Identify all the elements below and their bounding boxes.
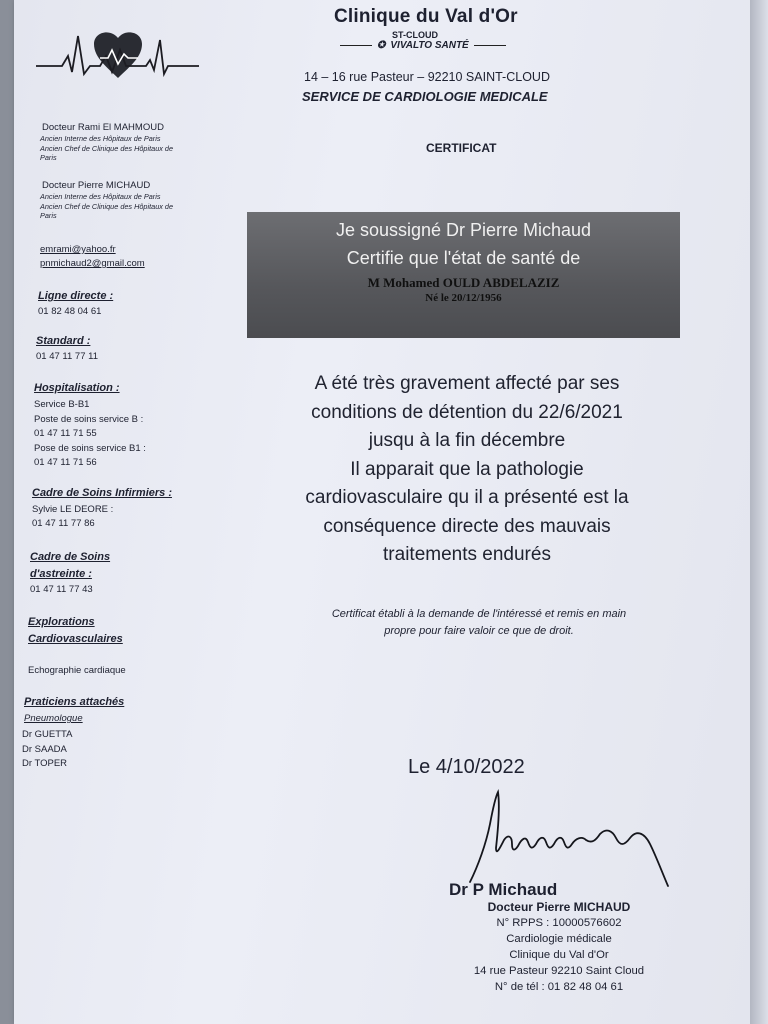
praticiens-label: Praticiens attachés	[24, 696, 125, 708]
document-title: CERTIFICAT	[426, 141, 497, 155]
doctor1-name: Docteur Rami El MAHMOUD	[42, 122, 164, 133]
legal-mention: Certificat établi à la demande de l'intéressé et remis en main propre pour faire valoir ce que de droit.	[331, 608, 627, 637]
heart-ecg-logo	[34, 26, 204, 84]
divider	[474, 45, 506, 46]
explorations-value: Echographie cardiaque	[28, 665, 126, 676]
clinic-city: ST-CLOUD	[392, 30, 438, 40]
praticiens-names: Dr GUETTA Dr SAADA Dr TOPER	[22, 729, 73, 769]
hospitalisation-label: Hospitalisation :	[34, 382, 120, 394]
stamp-name: Docteur Pierre MICHAUD	[487, 900, 631, 914]
cadre-astreinte-label: Cadre de Soins d'astreinte :	[30, 551, 111, 580]
cadre-soins-label: Cadre de Soins Infirmiers :	[32, 487, 172, 499]
patient-banner	[247, 212, 680, 338]
hospitalisation-lines: Service B-B1 Poste de soins service B : 01 47 11 71 55 Pose de soins service B1 : 01 47 11 71 56	[34, 399, 146, 468]
ligne-directe-label: Ligne directe :	[38, 290, 114, 302]
divider	[340, 45, 372, 46]
page-edge	[750, 0, 768, 1024]
group-name: VIVALTO SANTÉ	[390, 40, 469, 51]
doctor-stamp: Docteur Pierre MICHAUD N° RPPS : 10000576602 Cardiologie médicale Clinique du Val d'Or 14 rue Pasteur 92210 Saint Cloud N° de tél : 01 82 48 04 61	[444, 899, 674, 995]
banner-line2: Certifie que l'état de santé de	[346, 248, 581, 268]
doctor2-titles: Ancien Interne des Hôpitaux de Paris Ancien Chef de Clinique des Hôpitaux de Paris	[40, 192, 174, 220]
standard-label: Standard :	[36, 335, 91, 347]
group-logo	[340, 40, 506, 51]
explorations-label: Explorations Cardiovasculaires	[28, 616, 123, 645]
praticiens-sub: Pneumologue	[24, 713, 83, 724]
cadre-soins-lines: Sylvie LE DEORE : 01 47 11 77 86	[32, 504, 114, 529]
ligne-directe-value: 01 82 48 04 61	[38, 306, 102, 317]
doctor1-titles: Ancien Interne des Hôpitaux de Paris Ancien Chef de Clinique des Hôpitaux de Paris	[40, 134, 174, 162]
clinic-name: Clinique du Val d'Or	[334, 6, 518, 27]
email-list	[40, 243, 145, 271]
clinic-address: 14 – 16 rue Pasteur – 92210 SAINT-CLOUD	[304, 70, 550, 84]
signer-name: Dr P Michaud	[449, 880, 558, 899]
service-name: SERVICE DE CARDIOLOGIE MEDICALE	[302, 89, 548, 104]
banner-line1: Je soussigné Dr Pierre Michaud	[335, 220, 592, 240]
swirl-icon: ✪	[377, 40, 386, 51]
patient-name: M Mohamed OULD ABDELAZIZ	[367, 275, 560, 290]
email-link[interactable]: pnmichaud2@gmail.com	[40, 258, 145, 269]
cadre-astreinte-value: 01 47 11 77 43	[30, 584, 93, 595]
doctor2-name: Docteur Pierre MICHAUD	[42, 180, 151, 191]
patient-birth: Né le 20/12/1956	[425, 292, 502, 304]
certificate-page	[14, 0, 750, 1024]
email-link[interactable]: emrami@yahoo.fr	[40, 244, 116, 255]
certificate-body: A été très gravement affecté par ses conditions de détention du 22/6/2021 jusqu à la fin décembre Il apparait que la pathologie cardiovasculaire qu il a présenté est la conséquence directe des mauvais traitements endurés	[305, 373, 629, 565]
standard-value: 01 47 11 77 11	[36, 351, 98, 362]
certificate-date: Le 4/10/2022	[408, 756, 525, 778]
